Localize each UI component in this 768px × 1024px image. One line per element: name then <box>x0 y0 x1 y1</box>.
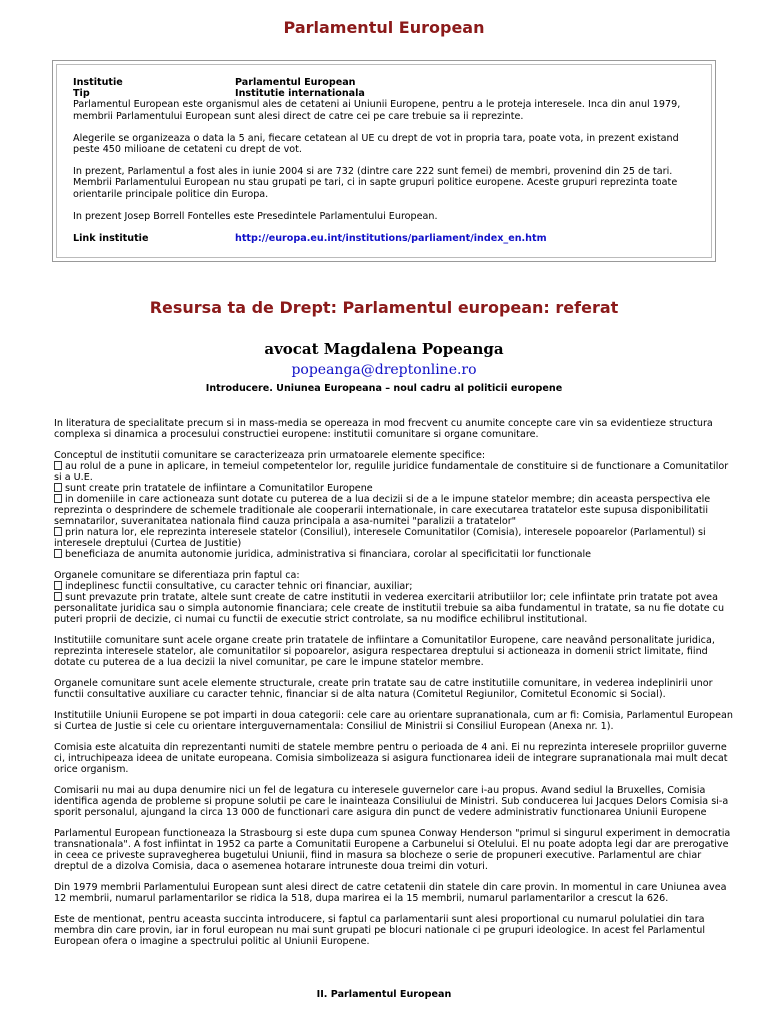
info-paragraph: In prezent, Parlamentul a fost ales in iunie 2004 si are 732 (dintre care 222 sunt femei) de membri, provenind din 25 de tari. Membrii Parlamentului European nu stau grupati pe tari, ci in sapte grupuri politice europene. Aceste grupuri reprezinta toate orientarile principale politice din Europa. <box>73 166 678 200</box>
institution-link[interactable]: http://europa.eu.int/institutions/parliament/index_en.htm <box>235 233 547 245</box>
info-paragraph: Alegerile se organizeaza o data la 5 ani, fiecare cetatean al UE cu drept de vot in propria tara, poate vota, in prezent existand peste 450 milioane de cetateni cu drept de vot. <box>73 132 679 156</box>
page-title: Parlamentul European <box>283 18 485 37</box>
paragraph: Comisarii nu mai au dupa denumire nici un fel de legatura cu interesele guvernelor care i-au propus. Avand sediul la Bruxelles, Comisia identifica agenda de probleme si propune solutii pe care le inainteaza Consiliului de Ministri. Sub conducerea lui Jacques Delors Comisia si-a sporit personalul, ajungand la circa 13 000 de functionari care asigura din punct de vedere administrativ functionarea Uniunii Europene <box>54 785 729 818</box>
paragraph: Comisia este alcatuita din reprezentanti numiti de statele membre pentru o perioada de 4 ani. Ei nu reprezinta interesele propriilor guverne ci, intruchipeaza ideea de unitate europeana. Comisia simbolizeaza si asigura functionarea ideii de integrare supranationala mai mult decat orice organism. <box>54 742 728 775</box>
list-item: sunt prevazute prin tratate, altele sunt create de catre institutii in vederea exercitarii atributiilor lor; cele infiintate prin tratate pot avea personalitate juridica sau o simpla autonomie financiara; cele create de institutii trebuie sa aiba fundamentul in tratate, sa nu fie dotate cu puteri proprii de decizie, ci numai cu functii de executie strict controlate, sa nu modifice echilibrul institutional. <box>54 592 725 625</box>
author-name: avocat Magdalena Popeanga <box>264 340 504 358</box>
author-email-link[interactable]: popeanga@dreptonline.ro <box>291 362 477 378</box>
list-item: prin natura lor, ele reprezinta interesele statelor (Consiliul), interesele Comunitatilor (Comisia), interesele popoarelor (Parlamentul) si interesele dreptului (Curtea de Justitie) <box>54 527 706 549</box>
institutie-label: Institutie <box>73 77 123 88</box>
checkbox-icon <box>54 483 62 492</box>
checkbox-icon <box>54 592 62 601</box>
paragraph: Institutiile comunitare sunt acele organe create prin tratatele de infiintare a Comunitatilor Europene, care neavând personalitate juridica, reprezinta interesele statelor, ale comunitatilor si popoarelor, asigura respectarea dreptului si actioneaza in domenii strict limitate, fiind dotate cu puterea de a lua decizii la nivel comunitar, pe care le impune statelor membre. <box>54 635 715 668</box>
info-paragraph: In prezent Josep Borrell Fontelles este Presedintele Parlamentului European. <box>73 210 438 222</box>
link-label: Link institutie <box>73 233 149 245</box>
tip-label: Tip <box>73 88 90 100</box>
institutie-value: Parlamentul European <box>235 77 356 88</box>
article-subtitle: Introducere. Uniunea Europeana – noul cadru al politicii europene <box>205 383 563 394</box>
list-item: in domeniile in care actioneaza sunt dotate cu puterea de a lua decizii si de a le impune statelor membre; din aceasta perspectiva ele reprezinta o desprindere de schemele traditionale ale cooperarii internationale, in care executarea tratatelor este supusa disponibilitatii semnatarilor, suveranitatea nationala fiind cauza principala a asa-numitei "paralizii a tratatelor" <box>54 494 711 527</box>
list-item: sunt create prin tratatele de infiintare a Comunitatilor Europene <box>65 483 373 494</box>
article-body <box>54 418 734 957</box>
paragraph: Organele comunitare sunt acele elemente structurale, create prin tratate sau de catre institutiile comunitare, in vederea indeplinirii unor functii consultative auxiliare cu caracter tehnic, financiar si de alta natura (Comitetul Regiunilor, Comitetul Economic si Social). <box>54 678 713 700</box>
section-heading: II. Parlamentul European <box>316 989 452 1000</box>
info-box <box>52 60 716 262</box>
list-intro: Organele comunitare se diferentiaza prin faptul ca: <box>54 570 300 581</box>
checkbox-icon <box>54 549 62 558</box>
article-title: Resursa ta de Drept: Parlamentul european: referat <box>149 298 619 317</box>
checkbox-icon <box>54 581 62 590</box>
list-item: indeplinesc functii consultative, cu caracter tehnic ori financiar, auxiliar; <box>65 581 413 592</box>
info-paragraph: Parlamentul European este organismul ales de cetateni ai Uniunii Europene, pentru a le proteja interesele. Inca din anul 1979, membrii Parlamentului European sunt alesi direct de catre cei pe care trebuie sa ii reprezinte. <box>73 99 681 122</box>
tip-value: Institutie internationala <box>235 88 365 100</box>
list-intro: Conceptul de institutii comunitare se caracterizeaza prin urmatoarele elemente specifice: <box>54 450 486 461</box>
checkbox-icon <box>54 527 62 536</box>
paragraph: Din 1979 membrii Parlamentului European sunt alesi direct de catre cetatenii din statele din care provin. In momentul in care Uniunea avea 12 membrii, numarul parlamentarilor se ridica la 518, dupa marirea ei la 15 membrii, numarul parlamentarilor a crescut la 626. <box>54 882 727 904</box>
list-item: au rolul de a pune in aplicare, in temeiul competentelor lor, regulile juridice fundamentale de constituire si de functionare a Comunitatilor si a U.E. <box>54 461 729 483</box>
list-item: beneficiaza de anumita autonomie juridica, administrativa si financiara, corolar al specificitatii lor functionale <box>65 549 592 560</box>
paragraph-list <box>54 570 734 625</box>
paragraph: In literatura de specialitate precum si in mass-media se opereaza in mod frecvent cu anumite concepte care vin sa evidentieze structura complexa si dinamica a procesului constructiei europene: institutii comunitare si organe comunitare. <box>54 418 713 440</box>
paragraph-list <box>54 450 734 560</box>
checkbox-icon <box>54 494 62 503</box>
checkbox-icon <box>54 461 62 470</box>
paragraph: Parlamentul European functioneaza la Strasbourg si este dupa cum spunea Conway Henderson "primul si singurul experiment in democratia transnationala". A fost infiintat in 1952 ca parte a Comunitatii Europene a Carbunelui si Otelului. El nu poate adopta legi dar are prerogative in ceea ce priveste supravegherea bugetului Uniunii, fiind in masura sa blocheze o serie de propuneri executive. Parlamentul are chiar dreptul de a dizolva Comisia, daca o asemenea hotarare intruneste doua treimi din voturi. <box>54 828 731 872</box>
paragraph: Institutiile Uniunii Europene se pot imparti in doua categorii: cele care au orientare supranationala, cum ar fi: Comisia, Parlamentul European si Curtea de Justie si cele cu orientare interguvernamentala: Consiliul de Ministrii si Consiliul European (Anexa nr. 1). <box>54 710 733 732</box>
paragraph: Este de mentionat, pentru aceasta succinta introducere, si faptul ca parlamentarii sunt alesi proportional cu numarul polulatiei din tara membra din care provin, iar in forul european nu mai sunt grupati pe blocuri nationale ci pe grupuri ideologice. In acest fel Parlamentul European ofera o imagine a spectrului politic al Uniunii Europene. <box>54 914 706 947</box>
